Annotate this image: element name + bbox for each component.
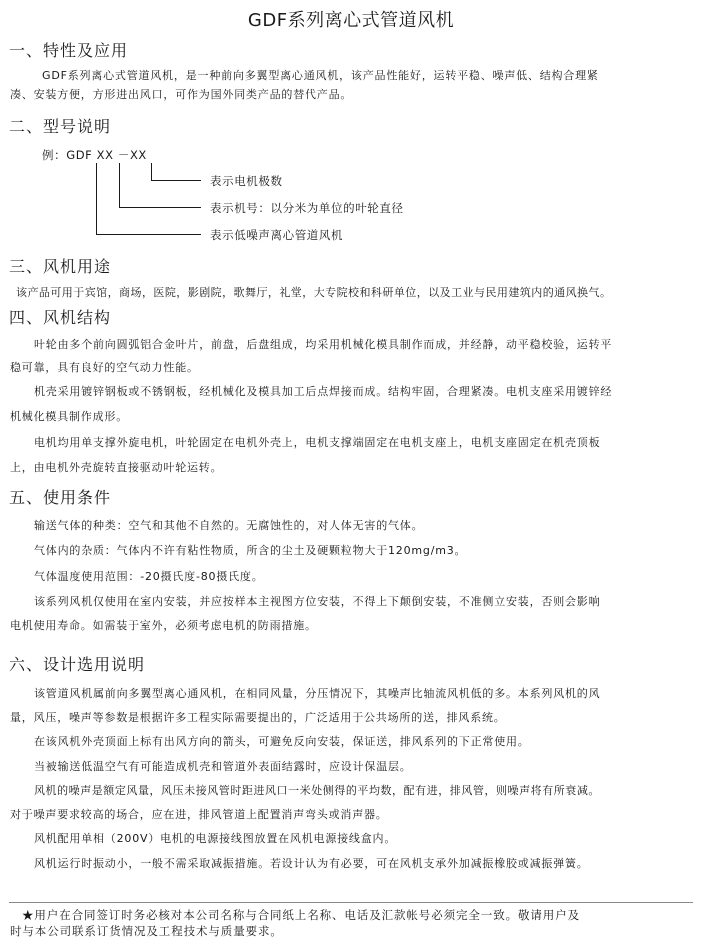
bracket-line bbox=[151, 163, 152, 180]
section-heading-design: 六、设计选用说明 bbox=[9, 655, 146, 674]
footer-note-line: ★用户在合同签订时务必核对本公司名称与合同纸上名称、电话及汇款帐号必须完全一致。敬请用户及 bbox=[22, 908, 580, 922]
model-label: 表示机号：以分米为单位的叶轮直径 bbox=[210, 201, 404, 215]
page-title: GDF系列离心式管道风机 bbox=[247, 10, 455, 31]
model-example: 例：GDF XX －XX bbox=[42, 148, 147, 162]
paragraph-line: 凑、安装方便，方形进出风口，可作为国外同类产品的替代产品。 bbox=[10, 88, 353, 101]
paragraph-line: 风机运行时振动小，一般不需采取减振措施。若设计认为有必要，可在风机支承外加减振橡胶或减振弹簧。 bbox=[34, 857, 589, 870]
section-heading-model: 二、型号说明 bbox=[9, 117, 112, 136]
paragraph-line: 气体内的杂质：气体内不许有粘性物质，所含的尘土及硬颗粒物大于120mg/m3。 bbox=[34, 544, 467, 557]
paragraph-line: 气体温度使用范围：-20摄氏度-80摄氏度。 bbox=[34, 570, 264, 583]
paragraph-line: 电机均用单支撑外旋电机，叶轮固定在电机外壳上，电机支撑端固定在电机支座上，电机支座固定在机壳顶板 bbox=[34, 436, 601, 449]
paragraph-line: 稳可靠，具有良好的空气动力性能。 bbox=[10, 361, 199, 374]
paragraph-line: 对于噪声要求较高的场合，应在进，排风管道上配置消声弯头或消声器。 bbox=[10, 808, 388, 821]
bracket-line bbox=[151, 180, 201, 181]
paragraph-line: 电机使用寿命。如需装于室外，必须考虑电机的防雨措施。 bbox=[10, 619, 317, 632]
paragraph-line: 风机配用单相（200V）电机的电源接线图放置在风机电源接线盒内。 bbox=[34, 832, 397, 845]
section-heading-usage: 三、风机用途 bbox=[9, 257, 112, 276]
paragraph-line: 该管道风机属前向多翼型离心通风机，在相同风量，分压情况下，其噪声比轴流风机低的多。本系列风机的风 bbox=[34, 687, 601, 700]
bracket-line bbox=[119, 163, 120, 207]
model-label: 表示低噪声离心管道风机 bbox=[210, 228, 344, 242]
paragraph-line: 上，由电机外壳旋转直接驱动叶轮运转。 bbox=[10, 461, 223, 474]
bracket-line bbox=[96, 163, 97, 234]
paragraph-line: 风机的噪声是额定风量，风压未接风管时距进风口一米处侧得的平均数，配有进，排风管，则噪声将有所衰减。 bbox=[34, 784, 600, 797]
paragraph-line: 输送气体的种类：空气和其他不自然的。无腐蚀性的，对人体无害的气体。 bbox=[34, 519, 424, 532]
paragraph-line: 该系列风机仅使用在室内安装，并应按样本主视图方位安装，不得上下颠倒安装，不准侧立安装，否则会影响 bbox=[34, 595, 601, 608]
paragraph-line: 在该风机外壳顶面上标有出风方向的箭头，可避免反向安装，保证送，排风系列的下正常使用。 bbox=[34, 735, 530, 748]
section-heading-features: 一、特性及应用 bbox=[9, 41, 129, 60]
bracket-line bbox=[96, 234, 201, 235]
paragraph-line: 机械化模具制作成形。 bbox=[10, 410, 128, 423]
footer-note-line: 时与本公司联系订货情况及工程技术与质量要求。 bbox=[10, 924, 283, 938]
paragraph-line: 机壳采用镀锌钢板或不锈钢板，经机械化及模具加工后点焊接而成。结构牢固，合理紧凑。电机支座采用镀锌经 bbox=[34, 385, 613, 398]
section-heading-conditions: 五、使用条件 bbox=[9, 488, 112, 507]
section-heading-structure: 四、风机结构 bbox=[9, 308, 112, 327]
paragraph-line: 当被输送低温空气有可能造成机壳和管道外表面结露时，应设计保温层。 bbox=[34, 760, 412, 773]
model-label: 表示电机极数 bbox=[210, 174, 283, 188]
paragraph-line: GDF系列离心式管道风机，是一种前向多翼型离心通风机，该产品性能好，运转平稳、噪声低、结构合理紧 bbox=[42, 69, 599, 82]
paragraph-line: 该产品可用于宾馆，商场，医院，影剧院，歌舞厅，礼堂，大专院校和科研单位，以及工业与民用建筑内的通风换气。 bbox=[16, 286, 612, 299]
footer-divider bbox=[9, 902, 693, 903]
bracket-line bbox=[119, 207, 201, 208]
paragraph-line: 量，风压，噪声等参数是根据许多工程实际需要提出的，广泛适用于公共场所的送，排风系统。 bbox=[10, 711, 506, 724]
paragraph-line: 叶轮由多个前向圆弧铝合金叶片，前盘，后盘组成，均采用机械化模具制作而成，并经静，动平稳校验，运转平 bbox=[34, 338, 613, 351]
